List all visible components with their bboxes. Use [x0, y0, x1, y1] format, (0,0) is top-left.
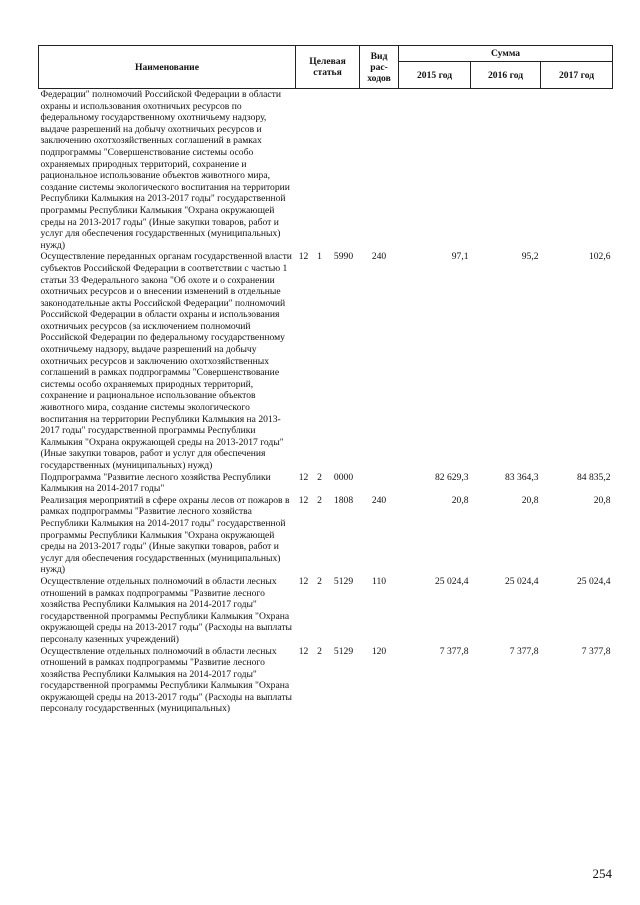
row-code-b: 2 [317, 494, 322, 506]
table-row [39, 472, 613, 495]
budget-table [38, 45, 613, 715]
row-name: Осуществление переданных органам государственной власти субъектов Российской Федерации в соответствии с частью 1 статьи 33 Федерального закона "Об охоте и о сохранении охотничьих ресурсов и о внесении изменений в отдельные законодательные акты Российской Федерации" полномочий Российской Федерации в области охраны и использования охотничьих ресурсов (за исключением полномочий Российской Федерации по федеральному государственному охотничьему надзору, выдаче разрешений на добычу охотничьих ресурсов и заключению охотхозяйственных соглашений в рамках подпрограммы "Совершенствование системы особо охраняемых природных территорий, сохранение и рациональное использование объектов животного мира, создание системы экологического воспитания на территории Республики Калмыкия на 2013-2017 годы" государственной программы Республики Калмыкия "Охрана окружающей среды на 2013-2017 годы" (Иные закупки товаров, работ и услуг для обеспечения государственных (муниципальных) нужд) [40, 251, 292, 471]
row-name: Реализация мероприятий в сфере охраны лесов от пожаров в рамках подпрограммы "Развитие лесного хозяйства Республики Калмыкия на 2014-2017 годы" государственной программы Республики Калмыкия "Охрана окружающей среды на 2013-2017 годы" (Иные закупки товаров, работ и услуг для обеспечения государственных (муниципальных) нужд) [40, 494, 290, 576]
header-year-2016: 2016 год [471, 62, 541, 89]
row-expense-type [360, 472, 399, 495]
row-sum-2017: 7 377,8 [581, 645, 611, 657]
row-name: Осуществление отдельных полномочий в области лесных отношений в рамках подпрограммы "Развитие лесного хозяйства Республики Калмыкия на 2014-2017 годы" государственной программы Республики Калмыкия "Охрана окружающей среды на 2013-2017 годы" (Расходы на выплаты персоналу государственных (муниципальных) [40, 645, 292, 715]
row-sum-2016: 7 377,8 [509, 645, 539, 657]
row-sum-2015: 82 629,3 [434, 471, 469, 483]
table-body [39, 89, 613, 716]
row-code-b: 2 [317, 645, 322, 657]
row-sum-2015: 25 024,4 [434, 575, 469, 587]
row-sum-2015: 7 377,8 [439, 645, 469, 657]
table-row [39, 89, 613, 252]
row-code-a [296, 89, 312, 252]
row-sum-2016: 95,2 [521, 251, 539, 263]
row-sum-2016: 83 364,3 [504, 471, 539, 483]
row-code-c: 1808 [333, 494, 354, 506]
row-sum-2015: 97,1 [451, 251, 469, 263]
row-code-a: 12 [298, 471, 309, 483]
row-expense-type: 110 [372, 575, 387, 587]
table-header [39, 46, 613, 89]
row-sum-2017: 25 024,4 [576, 575, 611, 587]
row-code-c: 5129 [333, 575, 354, 587]
row-code-b [312, 89, 328, 252]
row-sum-2017 [541, 89, 613, 252]
row-code-b: 2 [317, 471, 322, 483]
row-code-c [328, 89, 360, 252]
row-sum-2016: 25 024,4 [504, 575, 539, 587]
row-code-b: 1 [317, 251, 322, 263]
row-code-a: 12 [298, 251, 309, 263]
row-expense-type: 240 [371, 251, 387, 263]
header-year-2015: 2015 год [399, 62, 471, 89]
row-code-c: 5129 [333, 645, 354, 657]
row-expense-type: 240 [371, 494, 387, 506]
row-code-b: 2 [317, 575, 322, 587]
row-sum-2015: 20,8 [451, 494, 469, 506]
table-row [39, 251, 613, 471]
row-sum-2017: 20,8 [593, 494, 611, 506]
row-sum-2016: 20,8 [521, 494, 539, 506]
page-number: 254 [592, 866, 612, 881]
table-row [39, 646, 613, 716]
header-sum: Сумма [399, 46, 613, 62]
row-expense-type [360, 89, 399, 252]
row-name: Осуществление отдельных полномочий в области лесных отношений в рамках подпрограммы "Развитие лесного хозяйства Республики Калмыкия на 2014-2017 годы" государственной программы Республики Калмыкия "Охрана окружающей среды на 2013-2017 годы" (Расходы на выплаты персоналу казенных учреждений) [40, 575, 292, 645]
row-code-a: 12 [298, 575, 309, 587]
table-row [39, 495, 613, 576]
row-name: Подпрограмма "Развитие лесного хозяйства Республики Калмыкия на 2014-2017 годы" [40, 471, 271, 495]
header-expense-type: Вид рас- ходов [360, 46, 399, 89]
row-name: Федерации" полномочий Российской Федерации в области охраны и использования охотничьих ресурсов по федеральному государственному охотничьему надзору, выдаче разрешений на добычу охотничьих ресурсов и заключению охотхозяйственных соглашений в рамках подпрограммы "Совершенствование системы особо охраняемых природных территорий, сохранение и рациональное использование объектов животного мира, создание системы экологического воспитания на территории Республики Калмыкия на 2013-2017 годы" государственной программы Республики Калмыкия "Охрана окружающей среды на 2013-2017 годы" (Иные закупки товаров, работ и услуг для обеспечения государственных (муниципальных) нужд) [40, 89, 290, 251]
header-year-2017: 2017 год [541, 62, 613, 89]
row-sum-2017: 84 835,2 [576, 471, 611, 483]
row-code-a: 12 [298, 494, 309, 506]
table-row [39, 576, 613, 646]
header-name: Наименование [39, 46, 296, 89]
row-code-a: 12 [298, 645, 309, 657]
row-code-c: 0000 [333, 471, 354, 483]
row-expense-type: 120 [371, 645, 387, 657]
row-code-c: 5990 [333, 251, 354, 263]
row-sum-2017: 102,6 [588, 251, 611, 263]
row-sum-2015 [399, 89, 471, 252]
header-target-article: Целевая статья [296, 46, 360, 89]
row-sum-2016 [471, 89, 541, 252]
